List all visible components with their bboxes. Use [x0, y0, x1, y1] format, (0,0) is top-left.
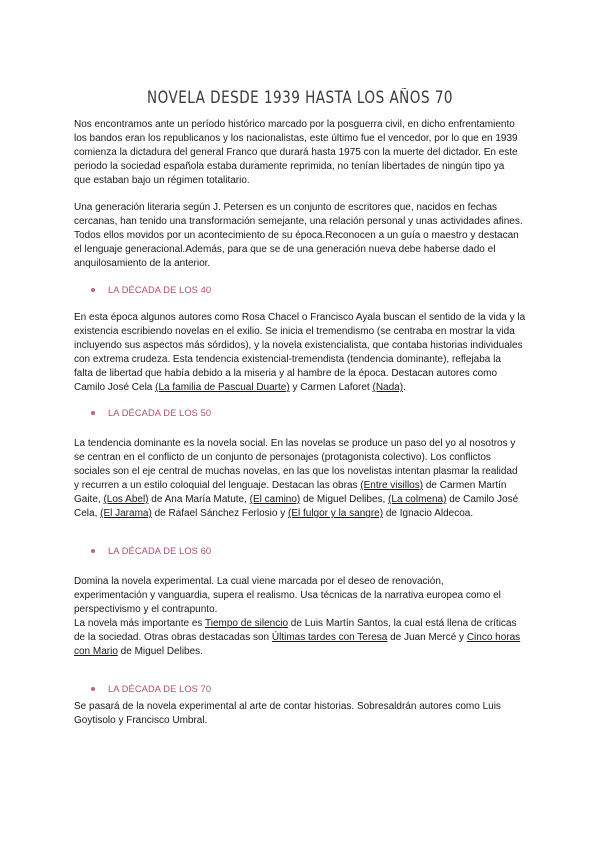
text-fragment: Gaite,	[74, 494, 104, 505]
text-line: que estaban bajo un régimen totalitario.	[74, 175, 250, 186]
intro-paragraph-1	[74, 118, 528, 188]
text-fragment: de Camilo José	[446, 494, 519, 505]
text-line: En esta época algunos autores como Rosa Chacel o Francisco Ayala buscan el sentido de la vida y la	[74, 312, 526, 323]
book-title-el-jarama: (El Jarama)	[100, 508, 152, 519]
book-title-el-camino: (El camino)	[249, 494, 301, 505]
text-fragment: Camilo José Cela	[74, 382, 156, 393]
text-fragment: y recurren a un estilo coloquial del lenguaje. Destacan las obras	[74, 480, 361, 491]
text-line: Nos encontramos ante un período histórico marcado por la posguerra civil, en dicho enfrentamiento	[74, 119, 515, 130]
section-heading-70s	[91, 684, 211, 694]
text-line: experimentación y vanguardia, supera el realismo. Usa técnicas de la narrativa europea como el	[74, 590, 501, 601]
bullet-icon	[91, 549, 95, 553]
text-line	[74, 507, 528, 521]
text-line: cercanas, han tenido una transformación semejante, una relación personal y unas actividades afines.	[74, 216, 523, 227]
paragraph-40s	[74, 311, 528, 395]
section-heading-text: LA DÉCADA DE LOS 50	[108, 408, 212, 418]
text-line: Una generación literaria según J. Petersen es un conjunto de escritores que, nacidos en fechas	[74, 202, 498, 213]
book-title-tiempo-de-silencio: Tiempo de silencio	[205, 618, 289, 629]
text-line: se centran en el conflicto de un conjunto de personajes (protagonista colectivo). Los conflictos	[74, 452, 491, 463]
page-title: NOVELA DESDE 1939 HASTA LOS AÑOS 70	[146, 88, 454, 107]
text-line: anquilosamiento de la anterior.	[74, 258, 211, 269]
book-title-entre-visillos: (Entre visillos)	[360, 480, 424, 491]
paragraph-50s	[74, 437, 528, 521]
text-line: perspectivismo y el contrapunto.	[74, 604, 218, 615]
text-fragment: de Rafael Sánchez Ferlosio y	[151, 508, 288, 519]
text-fragment: de Miguel Delibes.	[117, 646, 203, 657]
text-line: Domina la novela experimental. La cual viene marcada por el deseo de renovación,	[74, 576, 444, 587]
section-heading-60s	[91, 546, 211, 556]
section-heading-text: LA DÉCADA DE LOS 60	[108, 546, 212, 556]
text-line: Se pasará de la novela experimental al arte de contar historias. Sobresaldrán autores como Luis	[74, 701, 501, 712]
book-title-el-fulgor-y-la-sangre: (El fulgor y la sangre)	[288, 508, 384, 519]
text-line: incluyendo sus aspectos más sórdidos), y la novela existencialista, que contaba historias individuales	[74, 340, 523, 351]
text-fragment: de Miguel Delibes,	[300, 494, 389, 505]
text-line: La tendencia dominante es la novela social. En las novelas se produce un paso del yo al nosotros y	[74, 438, 516, 449]
text-line: existencia escribiendo novelas en el exilio. Se inicia el tremendismo (se centraba en mostrar la vida	[74, 326, 515, 337]
book-title-ultimas-tardes: Últimas tardes con Teresa	[271, 632, 388, 643]
text-line	[74, 493, 528, 507]
text-line: sociales son el eje central de muchas novelas, en las que los novelistas intentan plasmar la realidad	[74, 466, 518, 477]
bullet-icon	[91, 288, 95, 292]
text-fragment: de la sociedad. Otras obras destacadas son	[74, 632, 272, 643]
text-line: el lenguaje generacional.Además, para que se de una generación nueva debe haberse dado el	[74, 244, 496, 255]
text-line: con extrema crudeza. Esta tendencia existencial-tremendista (tendencia dominante), reflejaba la	[74, 354, 501, 365]
intro-paragraph-2	[74, 201, 528, 271]
section-heading-40s	[91, 285, 211, 295]
book-title-nada: (Nada)	[372, 382, 404, 393]
book-title-pascual-duarte: (La familia de Pascual Duarte)	[155, 382, 290, 393]
section-heading-text: LA DÉCADA DE LOS 40	[108, 285, 212, 295]
text-line	[74, 479, 528, 493]
book-title-cinco-horas: Cinco horas	[466, 632, 521, 643]
text-line	[74, 381, 528, 395]
text-line	[74, 631, 528, 645]
section-heading-text: LA DÉCADA DE LOS 70	[108, 684, 212, 694]
bullet-icon	[91, 687, 95, 691]
text-fragment: .	[403, 382, 406, 393]
text-fragment: La novela más importante es	[74, 618, 206, 629]
book-title-los-abel: (Los Abel)	[103, 494, 149, 505]
text-fragment: de Ignacio Aldecoa.	[383, 508, 474, 519]
text-fragment: de Juan Mercé y	[387, 632, 467, 643]
text-line: Todos ellos movidos por un acontecimiento de su época.Reconocen a un guía o maestro y destacan	[74, 230, 519, 241]
book-title-con-mario: con Mario	[74, 646, 118, 657]
text-fragment: y Carmen Laforet	[289, 382, 373, 393]
book-title-la-colmena: (La colmena)	[388, 494, 447, 505]
text-line	[74, 617, 528, 631]
text-line	[74, 645, 528, 659]
text-line: falta de libertad que había debido a la miseria y al hambre de la época. Destacan autores como	[74, 368, 498, 379]
text-line: comienza la dictadura del general Franco que durará hasta 1975 con la muerte del dictador. En este	[74, 147, 518, 158]
text-line: los bandos eran los republicanos y los nacionalistas, este último fue el vencedor, por lo que en 1939	[74, 133, 518, 144]
text-line: Goytisolo y Francisco Umbral.	[74, 715, 208, 726]
text-line: periodo la sociedad española estaba duramente reprimida, no tenían libertades de ningún tipo ya	[74, 161, 505, 172]
text-fragment: de Luis Martín Santos, la cual está llena de críticas	[288, 618, 517, 629]
section-heading-50s	[91, 408, 211, 418]
text-fragment: de Carmen Martín	[423, 480, 507, 491]
text-fragment: de Ana María Matute,	[148, 494, 250, 505]
text-fragment: Cela,	[74, 508, 101, 519]
bullet-icon	[91, 411, 95, 415]
paragraph-70s	[74, 700, 528, 728]
paragraph-60s	[74, 575, 528, 659]
